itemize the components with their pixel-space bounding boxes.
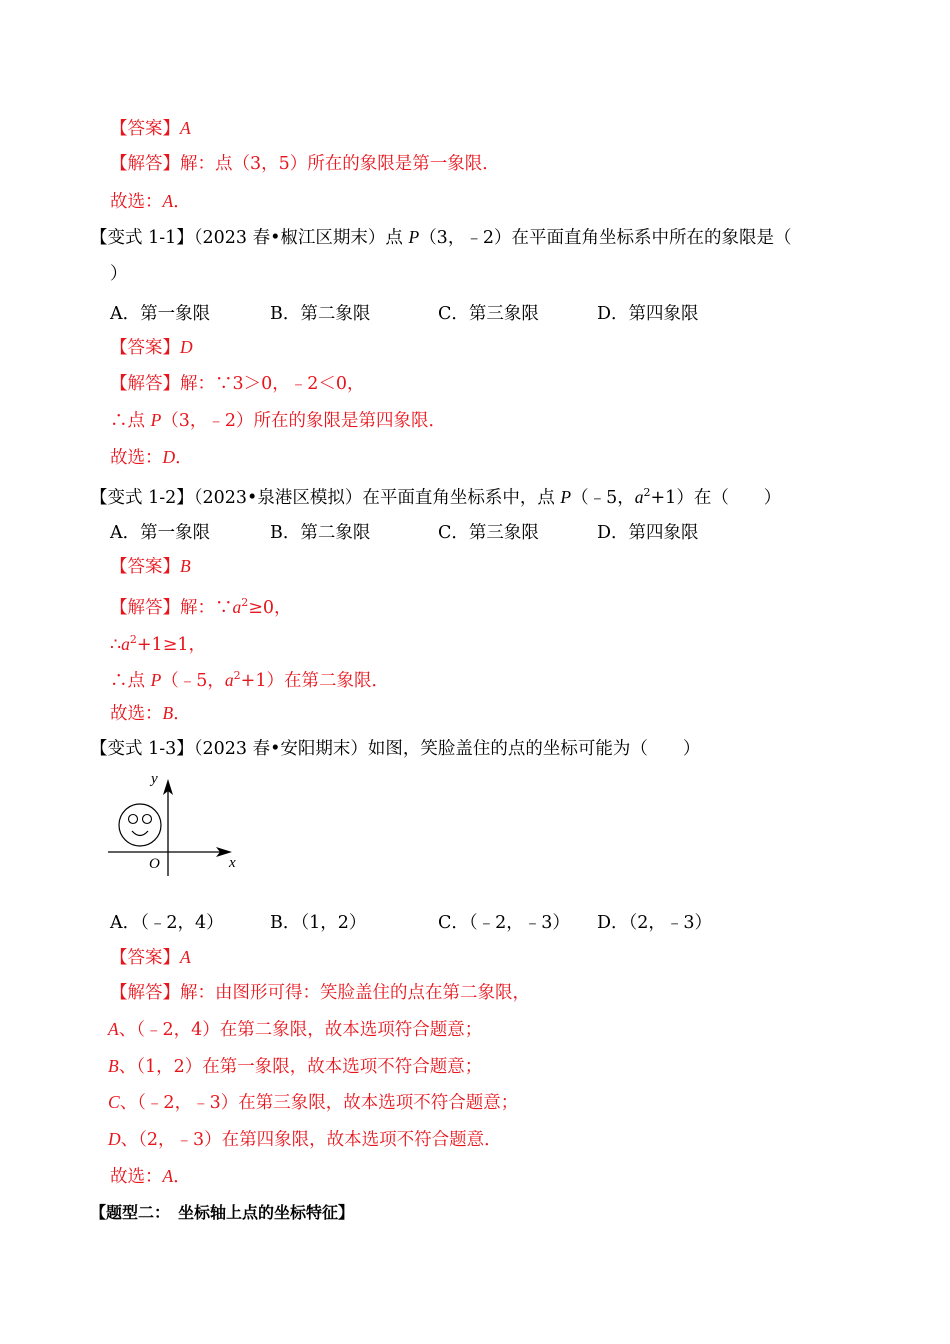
question-line <box>90 482 781 509</box>
solution-line <box>110 409 446 432</box>
text-segment: ∴点 <box>110 411 151 431</box>
text-segment: B <box>162 703 174 723</box>
option-c: C．第三象限 <box>438 304 539 324</box>
origin-label: O <box>149 856 160 872</box>
text-segment: 故选： <box>110 192 163 212</box>
answer-line <box>110 555 191 578</box>
text-segment: +1≥1， <box>136 635 206 655</box>
text-segment: 2 <box>643 486 651 499</box>
text-segment: D <box>162 447 176 467</box>
text-segment: 【答案】 <box>110 557 180 577</box>
text-segment: 【答案】 <box>110 119 180 139</box>
question-line <box>90 226 791 249</box>
text-segment: ． <box>173 704 191 724</box>
text-segment: 2 <box>129 633 137 646</box>
text-segment: 【解答】解：∵3＞0，﹣2＜0， <box>110 374 365 394</box>
option-d: D．（2，﹣3） <box>597 913 713 933</box>
text-segment: B <box>180 556 191 576</box>
text-segment: 【变式 1-3】（2023 春•安阳期末）如图，笑脸盖住的点的坐标可能为（ ） <box>90 739 701 759</box>
text-segment: （﹣5， <box>161 671 225 691</box>
option-d: D．第四象限 <box>597 523 699 543</box>
answer-line <box>110 117 191 140</box>
text-segment: ） <box>110 264 128 284</box>
text-segment: A <box>162 191 174 211</box>
text-segment: 、（﹣2，4）在第二象限，故本选项符合题意； <box>118 1020 483 1040</box>
text-segment: D <box>180 337 193 357</box>
choice-line <box>110 446 193 469</box>
text-segment: 【答案】 <box>110 948 180 968</box>
solution-line <box>110 373 365 395</box>
text-segment: 【解答】解：由图形可得：笑脸盖住的点在第二象限， <box>110 983 530 1003</box>
question-line <box>90 738 700 760</box>
text-segment: P <box>560 487 572 507</box>
answer-line <box>110 336 193 359</box>
text-segment: ． <box>173 1167 191 1187</box>
choice-line <box>110 702 191 725</box>
text-segment: a <box>232 597 242 617</box>
solution-line <box>110 982 530 1004</box>
text-segment: P <box>150 670 162 690</box>
choice-line <box>110 190 191 213</box>
text-segment: （3，﹣2）所在的象限是第四象限． <box>161 411 447 431</box>
smiley-face-icon <box>119 804 161 846</box>
option-a: A．第一象限 <box>110 523 211 543</box>
option-d: D．第四象限 <box>597 304 699 324</box>
question-cont-line <box>110 263 128 285</box>
solution-line <box>110 665 389 692</box>
coordinate-figure <box>100 765 250 885</box>
text-segment: ≥0， <box>248 598 292 618</box>
text-segment: 2 <box>233 669 241 682</box>
y-axis-label: y <box>151 771 158 787</box>
text-segment: P <box>408 227 420 247</box>
text-segment: +1）在第二象限． <box>240 671 389 691</box>
solution-line <box>110 629 206 656</box>
text-segment: 、（1，2）在第一象限，故本选项不符合题意； <box>118 1057 483 1077</box>
text-segment: C <box>108 1092 120 1112</box>
choice-line <box>110 1165 191 1188</box>
solution-line <box>108 1018 482 1041</box>
text-segment: D <box>108 1129 121 1149</box>
solution-line <box>110 153 500 175</box>
text-segment: （﹣5， <box>571 488 635 508</box>
text-segment: 故选： <box>110 1167 163 1187</box>
option-a: A．（﹣2，4） <box>110 913 224 933</box>
text-segment: A <box>108 1019 119 1039</box>
option-c: C．第三象限 <box>438 523 539 543</box>
text-segment: 【题型二： 坐标轴上点的坐标特征】 <box>90 1203 355 1222</box>
option-b: B．（1，2） <box>270 913 367 933</box>
text-segment: 故选： <box>110 704 163 724</box>
x-axis-label: x <box>229 855 236 871</box>
text-segment: 、（﹣2，﹣3）在第三象限，故本选项不符合题意； <box>119 1093 519 1113</box>
solution-line <box>108 1055 482 1078</box>
option-b: B．第二象限 <box>270 523 371 543</box>
text-segment: 2 <box>241 596 249 609</box>
text-segment: ． <box>173 192 191 212</box>
text-segment: 【变式 1-2】（2023•泉港区模拟）在平面直角坐标系中，点 <box>90 488 561 508</box>
option-b: B．第二象限 <box>270 304 371 324</box>
solution-line <box>110 592 292 619</box>
text-segment: ． <box>175 448 193 468</box>
section-heading-line <box>90 1202 354 1224</box>
text-segment: 【解答】解：点（3，5）所在的象限是第一象限． <box>110 154 500 174</box>
text-segment: a <box>224 670 234 690</box>
solution-line <box>108 1091 518 1114</box>
solution-line <box>108 1128 502 1151</box>
text-segment: +1）在（ ） <box>650 488 782 508</box>
text-segment: 【解答】解：∵ <box>110 598 233 618</box>
text-segment: A <box>180 118 191 138</box>
option-a: A．第一象限 <box>110 304 211 324</box>
answer-line <box>110 946 191 969</box>
text-segment: P <box>150 410 162 430</box>
text-segment: B <box>108 1056 119 1076</box>
text-segment: a <box>634 487 644 507</box>
text-segment: 、（2，﹣3）在第四象限，故本选项不符合题意． <box>120 1130 502 1150</box>
text-segment: （3，﹣2）在平面直角坐标系中所在的象限是（ <box>419 228 792 248</box>
text-segment: a <box>121 634 130 654</box>
text-segment: 故选： <box>110 448 163 468</box>
text-segment: 【变式 1-1】（2023 春•椒江区期末）点 <box>90 228 409 248</box>
text-segment: ∴ <box>110 635 122 655</box>
option-c: C．（﹣2，﹣3） <box>438 913 570 933</box>
text-segment: 【答案】 <box>110 338 180 358</box>
text-segment: ∴点 <box>110 671 151 691</box>
text-segment: A <box>180 947 191 967</box>
text-segment: A <box>162 1166 174 1186</box>
